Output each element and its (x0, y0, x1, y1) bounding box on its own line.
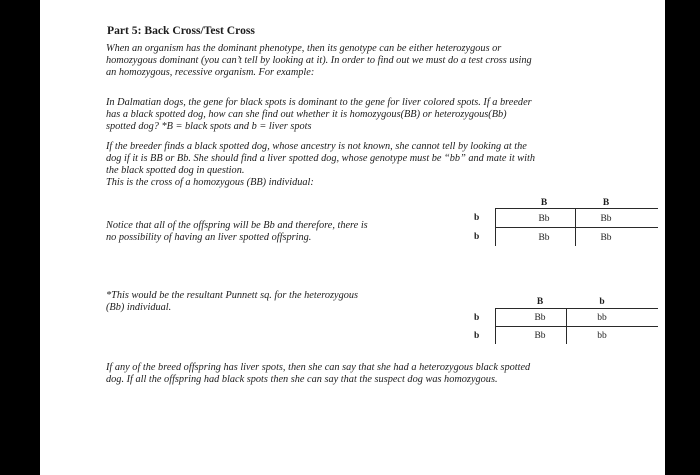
conclusion-line: If any of the breed offspring has liver spots, then she can say that she had a heterozygous black spotted (106, 362, 531, 373)
grid-line (495, 308, 658, 309)
row-header: b (474, 331, 480, 341)
conclusion-line: dog. If all the offspring had black spots then she can say that the suspect dog was homozygous. (106, 374, 498, 385)
example-line: In Dalmatian dogs, the gene for black spots is dominant to the gene for liver colored spots. If a breeder (106, 97, 532, 108)
breeder-line: dog if it is BB or Bb. She should find a liver spotted dog, whose genotype must be “bb” and mate it with (106, 153, 536, 164)
punnett-cell: Bb (538, 233, 550, 243)
breeder-line: If the breeder finds a black spotted dog, whose ancestry is not known, she cannot tell by looking at the (106, 141, 527, 152)
row-header: b (474, 232, 480, 242)
example-line: spotted dog? *B = black spots and b = liver spots (106, 121, 312, 132)
section-title: Part 5: Back Cross/Test Cross (107, 24, 255, 37)
example-line: has a black spotted dog, how can she find out whether it is homozygous(BB) or heterozygous(Bb) (106, 109, 507, 120)
notice-line: Notice that all of the offspring will be Bb and therefore, there is (106, 220, 368, 231)
note-line: *This would be the resultant Punnett sq. for the heterozygous (106, 290, 359, 301)
row-header: b (474, 313, 480, 323)
grid-line (495, 326, 658, 327)
punnett-cell: Bb (534, 331, 546, 341)
document-page (40, 0, 665, 475)
col-header: b (599, 297, 605, 307)
col-header: B (536, 297, 544, 307)
punnett-cell: Bb (534, 313, 546, 323)
punnett-cell: Bb (600, 233, 612, 243)
breeder-line: the black spotted dog in question. (106, 165, 245, 176)
col-header: B (602, 198, 610, 208)
intro-line: When an organism has the dominant phenotype, then its genotype can be either heterozygous or (106, 43, 502, 54)
col-header: B (540, 198, 548, 208)
grid-line (495, 227, 658, 228)
punnett-cell: Bb (600, 214, 612, 224)
note-line: (Bb) individual. (106, 302, 172, 313)
breeder-line: This is the cross of a homozygous (BB) individual: (106, 177, 314, 188)
notice-line: no possibility of having an liver spotted offspring. (106, 232, 312, 243)
intro-line: homozygous dominant (you can’t tell by looking at it). In order to find out we must do a test cross using (106, 55, 532, 66)
intro-line: an homozygous, recessive organism. For example: (106, 67, 315, 78)
punnett-cell: Bb (538, 214, 550, 224)
punnett-cell: bb (597, 313, 607, 323)
grid-line (495, 208, 658, 209)
row-header: b (474, 213, 480, 223)
punnett-cell: bb (597, 331, 607, 341)
